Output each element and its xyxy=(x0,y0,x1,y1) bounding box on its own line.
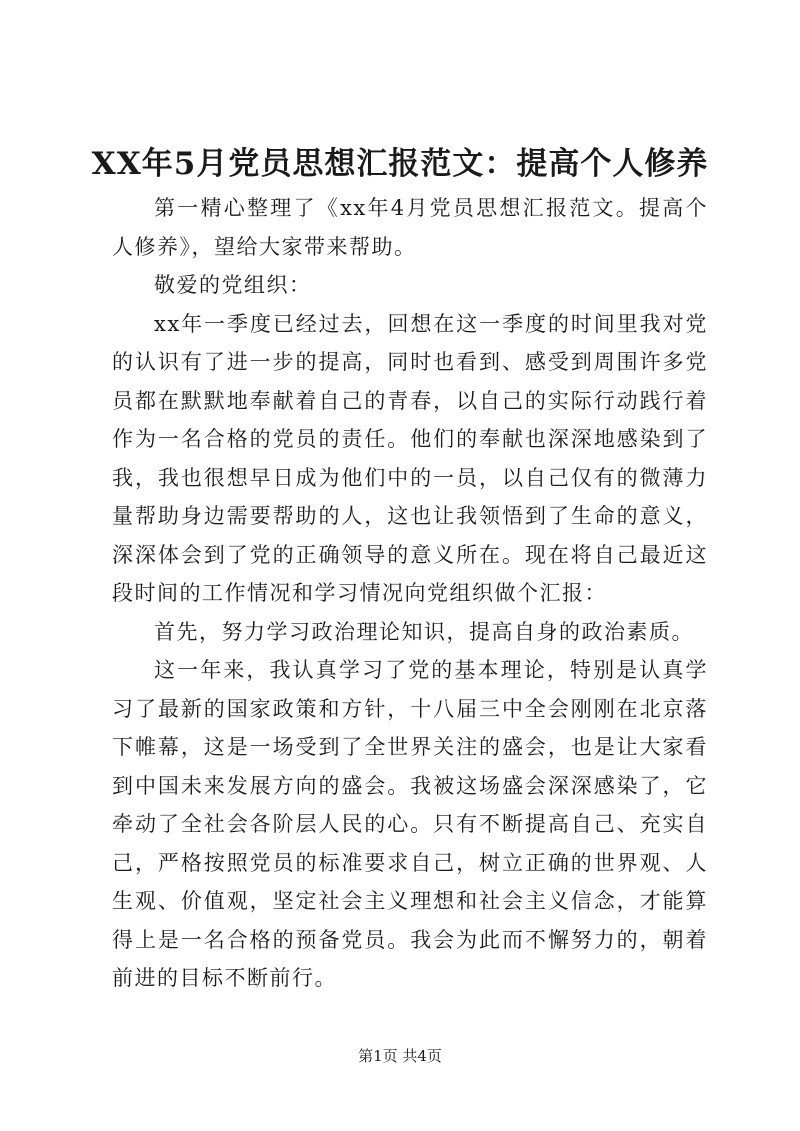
page-footer: 第1页 共4页 xyxy=(358,1047,442,1065)
body-paragraph: xx年一季度已经过去，回想在这一季度的时间里我对党的认识有了进一步的提高，同时也看到、感受到周围许多党员都在默默地奉献着自己的青春，以自己的实际行动践行着作为一名合格的党员的责任。他们的奉献也深深地感染到了我，我也很想早日成为他们中的一员，以自己仅有的微薄力量帮助身边需要帮助的人，这也让我领悟到了生命的意义，深深体会到了党的正确领导的意义所在。现在将自己最近这段时间的工作情况和学习情况向党组织做个汇报： xyxy=(112,311,708,605)
intro-paragraph: 第一精心整理了《xx年4月党员思想汇报范文。提高个人修养》，望给大家带来帮助。 xyxy=(112,196,708,259)
document-body xyxy=(112,189,708,998)
document-title: XX年5月党员思想汇报范文：提高个人修养 xyxy=(91,146,709,182)
heading-paragraph: 首先，努力学习政治理论知识，提高自身的政治素质。 xyxy=(154,619,694,644)
body-paragraph: 这一年来，我认真学习了党的基本理论，特别是认真学习了最新的国家政策和方针，十八届三中全会刚刚在北京落下帷幕，这是一场受到了全世界关注的盛会，也是让大家看到中国未来发展方向的盛会。我被这场盛会深深感染了，它牵动了全社会各阶层人民的心。只有不断提高自己、充实自己，严格按照党员的标准要求自己，树立正确的世界观、人生观、价值观，坚定社会主义理想和社会主义信念，才能算得上是一名合格的预备党员。我会为此而不懈努力的，朝着前进的目标不断前行。 xyxy=(112,658,708,990)
salutation-paragraph: 敬爱的党组织： xyxy=(154,273,312,297)
